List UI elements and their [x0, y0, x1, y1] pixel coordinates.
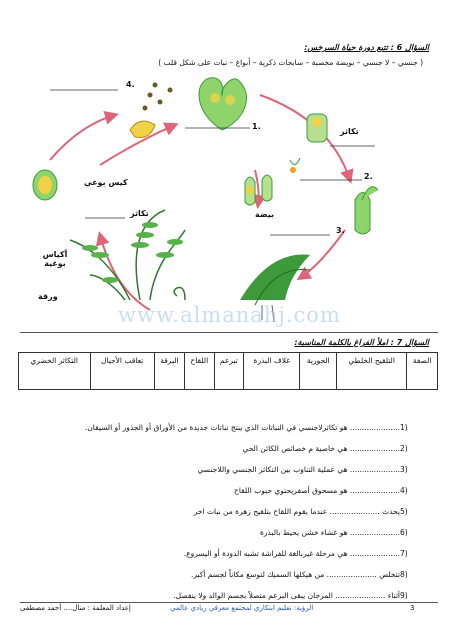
sentence-text: ..................... هو غشاء خشن يحيط بالبذرة [260, 528, 400, 537]
bank-word: تعاقب الأجيال [90, 353, 154, 390]
diagram-num-1: 1. [252, 122, 261, 131]
sentence-text: تتخلص ..................... من هيكلها السميك لتوسع مكاناً لجسم أكبر. [190, 570, 400, 579]
word-bank-table [18, 352, 438, 390]
label-waraqa: ورقة [38, 292, 58, 301]
sentence-number: 7) [400, 549, 408, 558]
fiddlehead [174, 288, 185, 301]
sentence-number: 2) [400, 444, 408, 453]
bank-word: التلقيح الخلطي [337, 353, 407, 390]
label-takathur-right: تكاثر [340, 127, 359, 136]
q7-title: السؤال 7 : املأ الفراغ بالكلمة المناسبة: [294, 338, 429, 347]
cycle-arrows [50, 95, 350, 310]
fern-life-cycle-diagram [0, 70, 453, 335]
bank-word: الصفة [407, 353, 438, 390]
divider [20, 332, 438, 333]
diagram-num-2: 2. [364, 172, 373, 181]
sentence-number: 6) [400, 528, 408, 537]
label-kees-bawghi: كيس بوغي [84, 178, 128, 187]
q6-options: ( جنسي – لا جنسي – بويضة مخصبة – سابحات ذكرية – أبواغ – نبات على شكل قلب ) [158, 58, 423, 67]
sentence-text: ..................... هي خاصية م خصائص الكائن الحي [242, 444, 400, 453]
sentence-number: 9) [400, 591, 408, 600]
prothallus-heart [199, 78, 247, 130]
bank-word: اللقاح [185, 353, 214, 390]
fern-leaflets [82, 222, 183, 283]
sentence-text: أثناء ..................... المرجان يبقى البرعم متصلاً بجسم الوالد ولا ينفصل. [173, 591, 400, 600]
bank-word: التكاثر الخضري [19, 353, 91, 390]
sentence-number: 4) [400, 486, 408, 495]
sentence-number: 5) [400, 507, 408, 516]
footer-divider [20, 602, 438, 603]
sentence-number: 3) [400, 465, 408, 474]
label-akyas: أكياس بوغية [42, 250, 68, 268]
label-bayda: بيضة [255, 210, 275, 219]
q6-title: السؤال 6 : تتبع دورة حياة السرخس: [304, 43, 429, 52]
bank-word: البرقة [154, 353, 184, 390]
diagram-num-3: 3. [336, 226, 345, 235]
sentence-number: 1) [400, 423, 408, 432]
sentence-text: ..................... هي مرحلة غيربالغة للفراشة تشبه الدودة أو اليسروع. [183, 549, 400, 558]
sentence-text: ..................... هو مسحوق أصفريحتوي حبوب اللقاح [234, 486, 400, 495]
footer-vision: الرؤية: تعليم ابتكاري لمجتمع معرفي ريادي عالمي [170, 604, 314, 612]
bank-word: تبرعم [214, 353, 244, 390]
sentence-text: يحدث ..................... عندما يقوم اللقاح بتلقيح زهرة من نبات اخر [193, 507, 400, 516]
young-sporophyte [355, 187, 378, 234]
diagram-num-4: 4. [126, 80, 135, 89]
footer-teacher: إعداد المعلمة : منال.... أحمد مصطفى [20, 604, 131, 612]
sentence-number: 8) [400, 570, 408, 579]
watermark: www.almanahj.com [118, 303, 341, 327]
sporangium [33, 170, 57, 200]
archegonium [290, 114, 327, 173]
footer-page-number: 3 [410, 604, 415, 612]
label-takathur-left: تكاثر [130, 209, 149, 218]
bank-word: غلاف البذرة [244, 353, 300, 390]
sentence-text: ..................... هي عملية التناوب بين التكاثر الجنسي واللاجنسي [197, 465, 400, 474]
sentence-text: ..................... هو تكاثرلاجنسي في النباتات الذي ينتج نباتات جديدة من الأوراق أو الجذور أو السيقان. [84, 423, 400, 432]
bank-word: الحورية [300, 353, 337, 390]
